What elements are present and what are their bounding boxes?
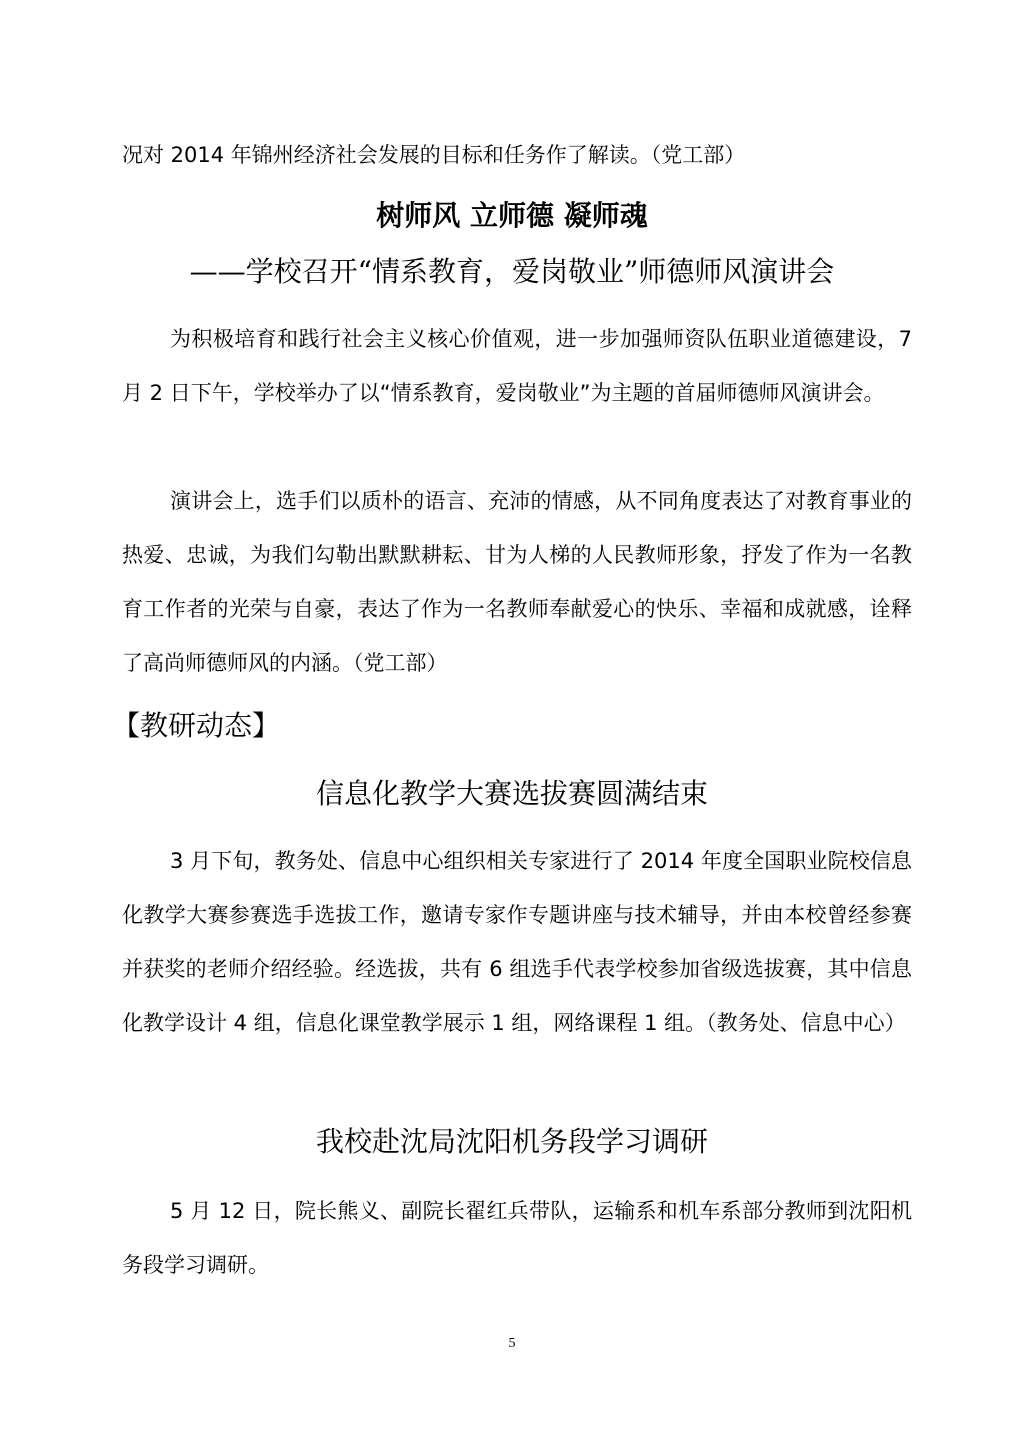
- article1-subtitle: ——学校召开“情系教育，爱岗敬业”师德师风演讲会: [189, 255, 835, 288]
- continuation-paragraph: 况对 2014 年锦州经济社会发展的目标和任务作了解读。（党工部）: [122, 143, 746, 167]
- article2-title: 信息化教学大赛选拔赛圆满结束: [315, 777, 708, 810]
- article3-title: 我校赴沈局沈阳机务段学习调研: [315, 1125, 708, 1158]
- article1-paragraph-1: 为积极培育和践行社会主义核心价值观，进一步加强师资队伍职业道德建设，7 月 2 日下午，学校举办了以“情系教育，爱岗敬业”为主题的首届师德师风演讲会。: [122, 327, 912, 405]
- section-heading: 【教研动态】: [112, 709, 281, 742]
- page-number: 5: [508, 1336, 516, 1351]
- article1-title: 树师风 立师德 凝师魂: [376, 199, 648, 232]
- article2-paragraph-1: 3 月下旬，教务处、信息中心组织相关专家进行了 2014 年度全国职业院校信息化教学大赛参赛选手选拔工作，邀请专家作专题讲座与技术辅导，并由本校曾经参赛并获奖的老师介绍经验。经选拔，共有 6 组选手代表学校参加省级选拔赛，其中信息化教学设计 4 组，信息化课堂教学展示 1 组，网络课程 1 组。（教务处、信息中心）: [122, 849, 912, 1035]
- article1-paragraph-2: 演讲会上，选手们以质朴的语言、充沛的情感，从不同角度表达了对教育事业的热爱、忠诚，为我们勾勒出默默耕耘、甘为人梯的人民教师形象，抒发了作为一名教育工作者的光荣与自豪，表达了作为一名教师奉献爱心的快乐、幸福和成就感，诠释了高尚师德师风的内涵。（党工部）: [122, 489, 912, 675]
- article3-paragraph-1: 5 月 12 日，院长熊义、副院长翟红兵带队，运输系和机车系部分教师到沈阳机务段学习调研。: [122, 1199, 912, 1277]
